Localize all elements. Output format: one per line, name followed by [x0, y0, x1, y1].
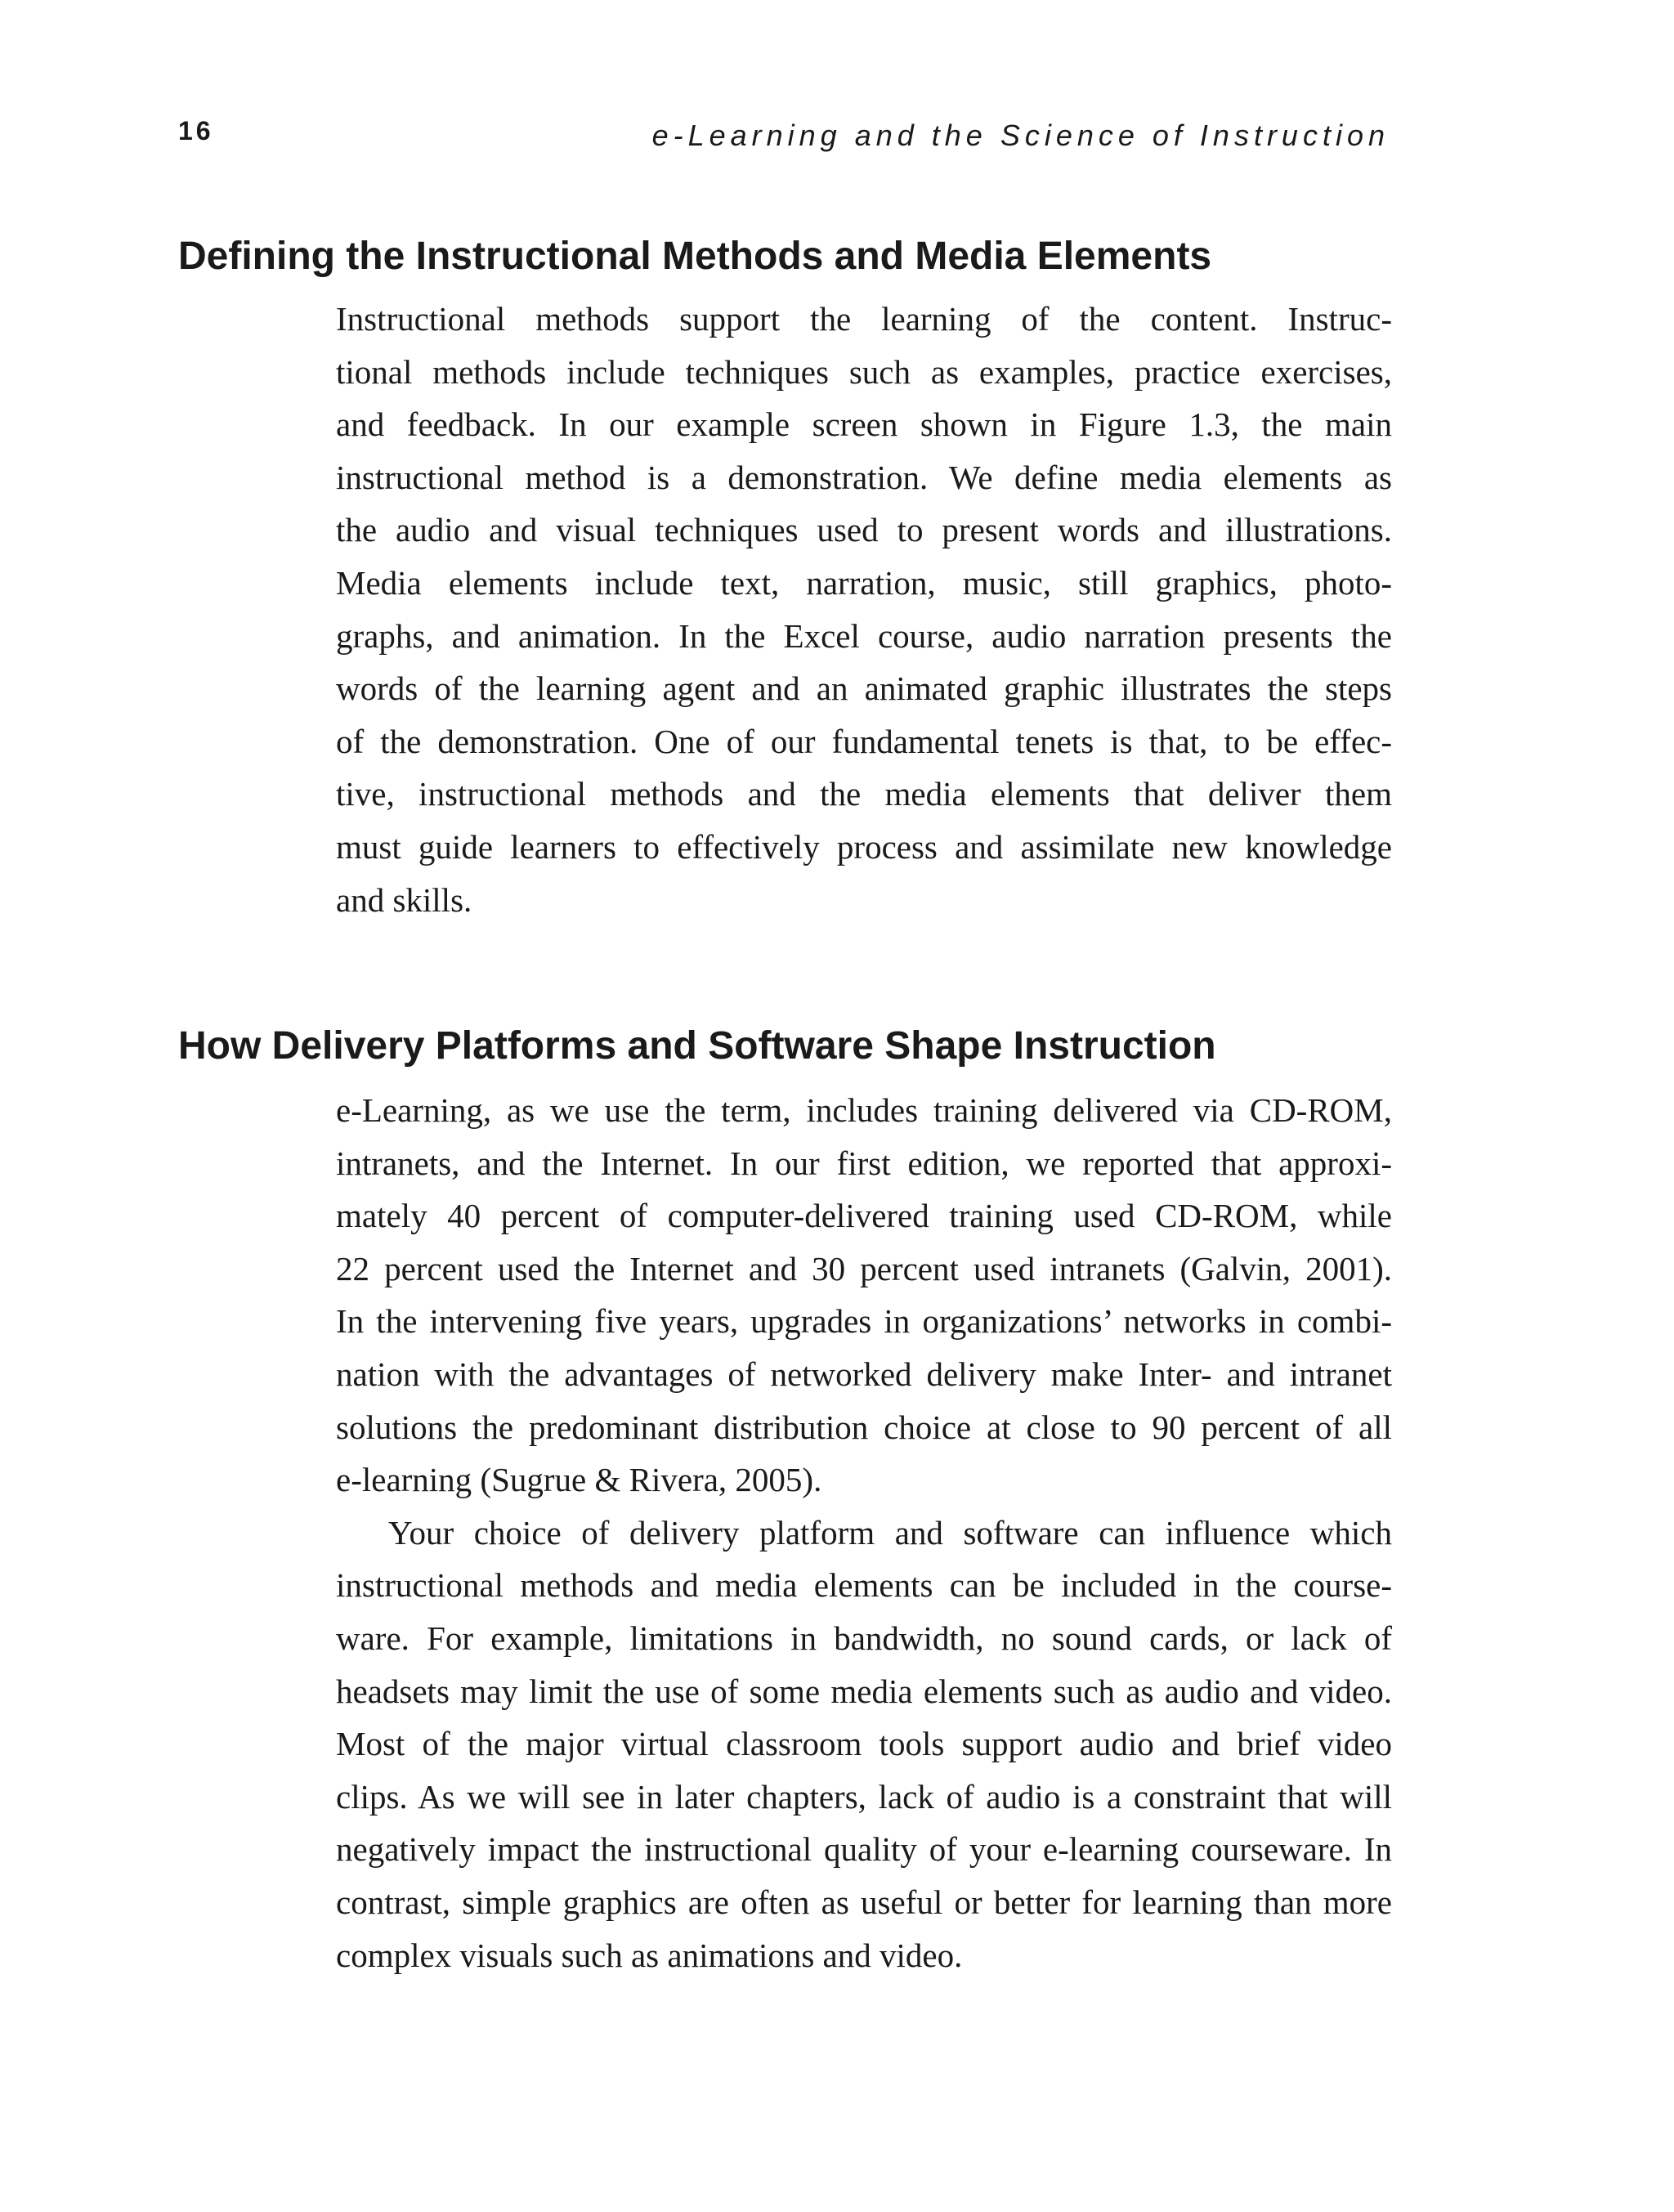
section-heading-delivery-platforms: How Delivery Platforms and Software Shape Instruction — [178, 1024, 1216, 1068]
text-line: instructional methods and media elements can be included in the course- — [336, 1566, 1392, 1605]
text-line: e-learning (Sugrue & Rivera, 2005). — [336, 1461, 822, 1499]
text-line: mately 40 percent of computer-delivered training used CD-ROM, while — [336, 1197, 1392, 1235]
text-line: ware. For example, limitations in bandwidth, no sound cards, or lack of — [336, 1619, 1392, 1657]
text-line: In the intervening five years, upgrades in organizations’ networks in combi- — [336, 1302, 1392, 1341]
text-line: words of the learning agent and an animated graphic illustrates the steps — [336, 669, 1392, 708]
text-line: the audio and visual techniques used to present words and illustrations. — [336, 511, 1392, 549]
text-line: e-Learning, as we use the term, includes training delivered via CD-ROM, — [336, 1091, 1392, 1129]
text-line: and feedback. In our example screen shown in Figure 1.3, the main — [336, 405, 1392, 444]
text-line: nation with the advantages of networked delivery make Inter- and intranet — [336, 1355, 1392, 1393]
paragraph — [336, 293, 1392, 926]
running-head: e-Learning and the Science of Instruction — [651, 119, 1390, 152]
text-line: Most of the major virtual classroom tools support audio and brief video — [336, 1725, 1392, 1763]
section-body-delivery-platforms — [336, 1084, 1392, 1981]
text-line: intranets, and the Internet. In our first edition, we reported that approxi- — [336, 1144, 1392, 1182]
text-line: instructional method is a demonstration. We define media elements as — [336, 458, 1392, 496]
text-line: graphs, and animation. In the Excel course, audio narration presents the — [336, 616, 1392, 655]
text-line: Media elements include text, narration, music, still graphics, photo- — [336, 563, 1392, 602]
text-line: headsets may limit the use of some media elements such as audio and video. — [336, 1672, 1392, 1710]
text-line: tive, instructional methods and the media elements that deliver them — [336, 775, 1392, 813]
text-line: Instructional methods support the learning of the content. Instruc- — [336, 300, 1392, 338]
text-line: tional methods include techniques such as examples, practice exercises, — [336, 352, 1392, 391]
paragraph — [336, 1507, 1392, 1981]
text-line: Your choice of delivery platform and software can influence which — [388, 1513, 1392, 1552]
text-line: and skills. — [336, 880, 472, 919]
paragraph — [336, 1084, 1392, 1507]
section-body-instructional-methods — [336, 293, 1392, 926]
text-line: 22 percent used the Internet and 30 percent used intranets (Galvin, 2001). — [336, 1249, 1392, 1287]
text-line: complex visuals such as animations and video. — [336, 1936, 963, 1974]
text-line: negatively impact the instructional quality of your e-learning courseware. In — [336, 1830, 1392, 1869]
text-line: must guide learners to effectively process and assimilate new knowledge — [336, 827, 1392, 866]
text-line: clips. As we will see in later chapters, lack of audio is a constraint that will — [336, 1777, 1392, 1816]
text-line: solutions the predominant distribution choice at close to 90 percent of all — [336, 1408, 1392, 1446]
page-number: 16 — [178, 116, 214, 146]
text-line: contrast, simple graphics are often as useful or better for learning than more — [336, 1883, 1392, 1921]
section-heading-instructional-methods: Defining the Instructional Methods and Media Elements — [178, 235, 1212, 278]
text-line: of the demonstration. One of our fundamental tenets is that, to be effec- — [336, 722, 1392, 760]
